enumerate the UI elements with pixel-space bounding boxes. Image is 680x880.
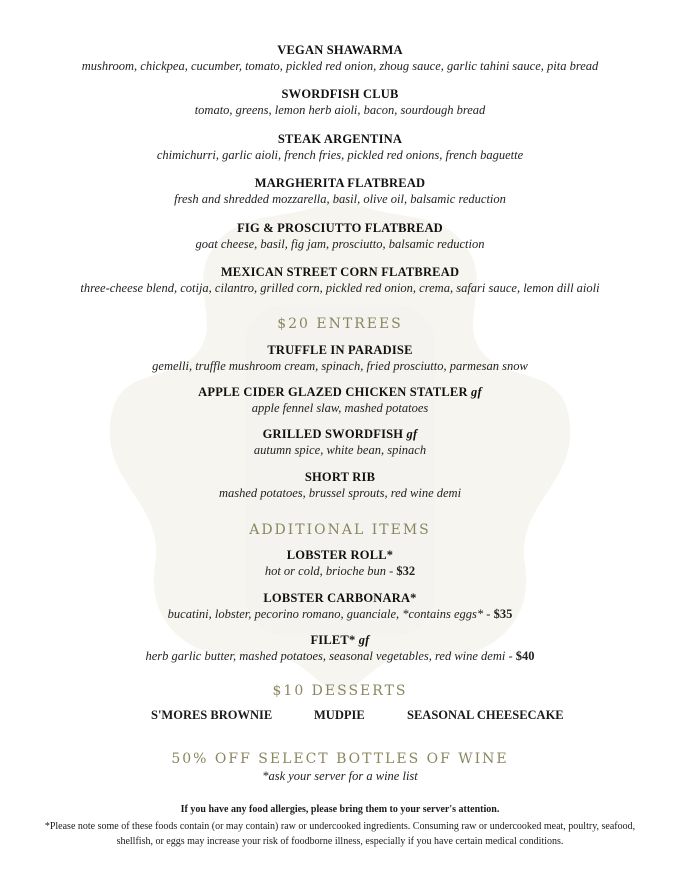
menu-item (0, 86, 680, 118)
menu-item (0, 264, 680, 296)
item-price: $35 (493, 607, 513, 621)
section-heading-entrees: $20 ENTREES (277, 316, 403, 332)
menu-item (0, 547, 680, 579)
menu-item (0, 42, 680, 74)
item-name: LOBSTER CARBONARA* (263, 591, 417, 605)
menu-item (0, 131, 680, 163)
item-description: mashed potatoes, brussel sprouts, red wine demi (218, 486, 462, 500)
menu-item (0, 384, 680, 416)
item-name: MEXICAN STREET CORN FLATBREAD (220, 265, 460, 279)
item-name: STEAK ARGENTINA (277, 132, 403, 146)
item-description: goat cheese, basil, fig jam, prosciutto, balsamic reduction (195, 237, 485, 251)
item-description: fresh and shredded mozzarella, basil, olive oil, balsamic reduction (174, 192, 506, 206)
menu-item (0, 590, 680, 622)
item-name: MARGHERITA FLATBREAD (254, 176, 426, 190)
menu-item (0, 426, 680, 458)
item-name: SWORDFISH CLUB (281, 87, 399, 101)
allergy-notice: If you have any food allergies, please bring them to your server's attention. (180, 804, 500, 815)
gluten-free-tag: gf (406, 427, 418, 441)
menu-item (0, 175, 680, 207)
gluten-free-tag: gf (471, 385, 482, 399)
item-name: SHORT RIB (304, 470, 376, 484)
item-name: LOBSTER ROLL* (286, 548, 394, 562)
item-description: apple fennel slaw, mashed potatoes (251, 401, 429, 415)
item-description: hot or cold, brioche bun - $32 (264, 564, 416, 578)
menu-item (0, 342, 680, 374)
dessert-item: S'MORES BROWNIE (151, 708, 273, 722)
section-heading-desserts: $10 DESSERTS (272, 683, 408, 699)
item-description: bucatini, lobster, pecorino romano, guanciale, *contains eggs* - $35 (167, 607, 513, 621)
wine-note: *ask your server for a wine list (262, 769, 418, 783)
item-name: APPLE CIDER GLAZED CHICKEN STATLER gf (198, 385, 482, 399)
item-description: gemelli, truffle mushroom cream, spinach, fried prosciutto, parmesan snow (152, 359, 528, 373)
item-description: three-cheese blend, cotija, cilantro, grilled corn, pickled red onion, crema, safari sauce, lemon dill aioli (80, 281, 600, 295)
item-description: mushroom, chickpea, cucumber, tomato, pickled red onion, zhoug sauce, garlic tahini sauce, pita bread (81, 59, 599, 73)
dessert-item: SEASONAL CHEESECAKE (407, 708, 564, 722)
menu-item (0, 469, 680, 501)
item-name: FIG & PROSCIUTTO FLATBREAD (237, 221, 443, 235)
item-name: TRUFFLE IN PARADISE (267, 343, 413, 357)
section-heading-wine: 50% OFF SELECT BOTTLES OF WINE (171, 751, 509, 767)
item-description: herb garlic butter, mashed potatoes, seasonal vegetables, red wine demi - $40 (145, 649, 535, 663)
item-name: VEGAN SHAWARMA (277, 43, 403, 57)
consumption-disclaimer: *Please note some of these foods contain (or may contain) raw or undercooked ingredients. Consuming raw or undercooked meat, poultry, seafood, shellfish, or eggs may increase your risk of foodborne illness, especially if you have certain medical conditions. (44, 821, 636, 847)
dessert-item: MUDPIE (314, 708, 365, 722)
item-name: FILET* gf (310, 633, 370, 647)
item-price: $32 (396, 564, 416, 578)
item-price: $40 (515, 649, 535, 663)
section-heading-additional: ADDITIONAL ITEMS (249, 522, 431, 538)
item-description: tomato, greens, lemon herb aioli, bacon, sourdough bread (194, 103, 486, 117)
menu-item (0, 220, 680, 252)
dessert-list (0, 708, 680, 726)
item-description: autumn spice, white bean, spinach (253, 443, 427, 457)
menu-item (0, 632, 680, 664)
gluten-free-tag: gf (358, 633, 370, 647)
item-name: GRILLED SWORDFISH gf (262, 427, 418, 441)
item-description: chimichurri, garlic aioli, french fries, pickled red onions, french baguette (156, 148, 524, 162)
